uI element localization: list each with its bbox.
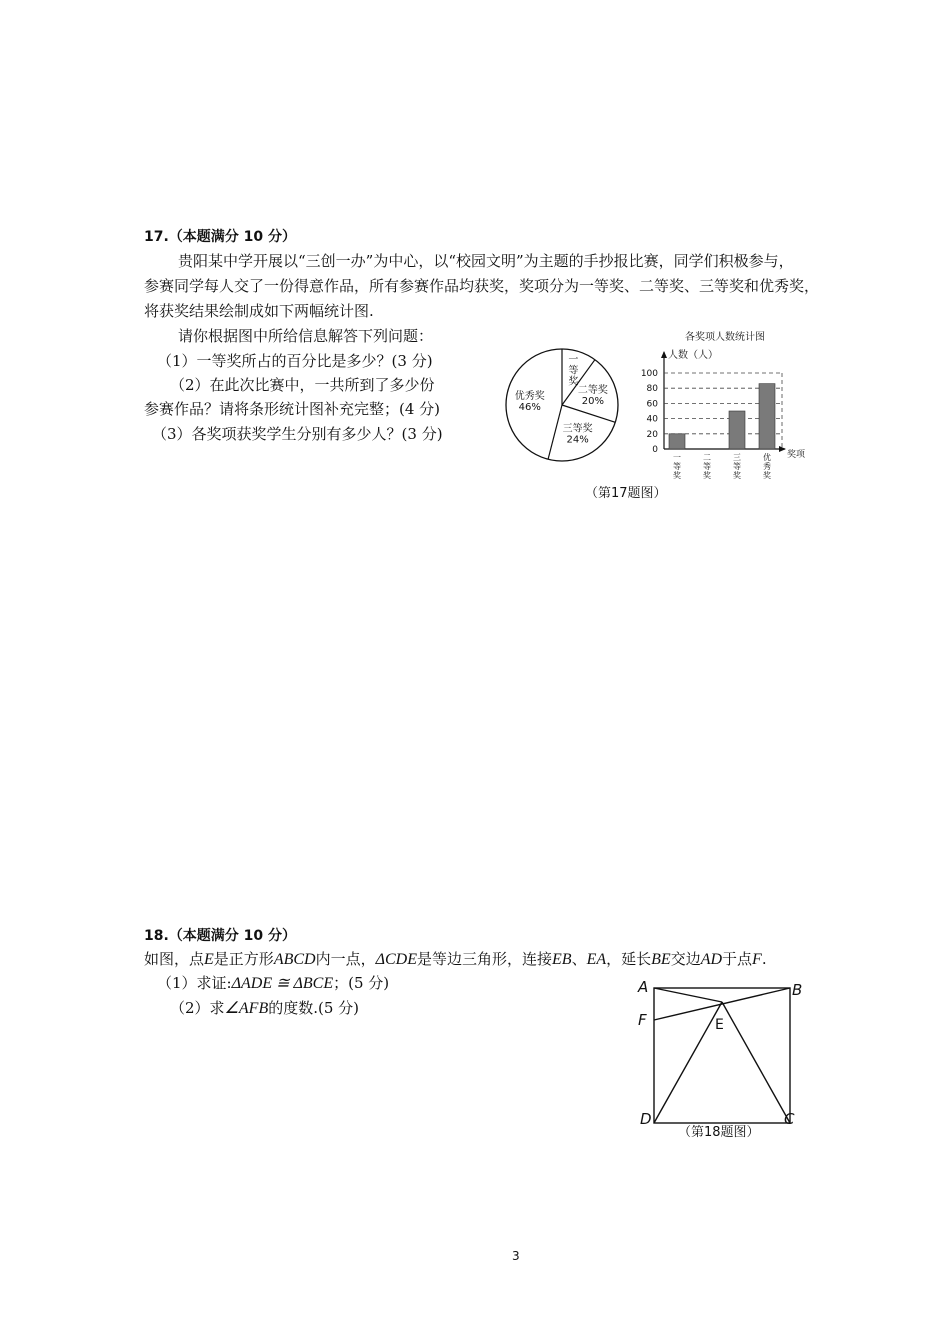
x-tick-label-2-char-1: 二 — [703, 453, 711, 462]
q17-heading: 17.（本题满分 10 分） — [144, 229, 297, 245]
pie-pct-label-4: 46% — [518, 401, 541, 413]
pie-label-1-line-1: 一 — [568, 354, 579, 366]
y-tick-label-0: 0 — [652, 445, 658, 455]
q18-sub1-math: ΔADE ≅ ΔBCE — [231, 975, 334, 992]
q18-var-AD: AD — [700, 951, 723, 968]
q18-var-CDE: ΔCDE — [375, 951, 417, 968]
point-label-D: D — [640, 1110, 652, 1128]
point-label-B: B — [792, 981, 803, 999]
x-tick-label-1-char-1: 一 — [673, 453, 681, 462]
q18-text-h: 于点 — [722, 950, 753, 968]
y-tick-label-40: 40 — [646, 414, 658, 425]
q17-paragraph-line-3: 将获奖结果绘制成如下两幅统计图. — [144, 302, 374, 320]
bar-3 — [729, 411, 745, 449]
pie-label-3-line-1: 三等奖 — [562, 423, 593, 435]
x-axis-arrow — [779, 446, 786, 452]
q18-text-i: . — [761, 950, 767, 968]
q18-sub1-prefix: （1）求证: — [157, 974, 232, 992]
q17-prompt: 请你根据图中所给信息解答下列问题： — [178, 327, 434, 345]
point-label-A: A — [638, 978, 649, 996]
pie-label-4-line-1: 优秀奖 — [514, 390, 545, 402]
square-ABCD — [654, 988, 790, 1123]
q17-figure-caption: （第17题图） — [585, 486, 667, 501]
bar-4 — [759, 384, 775, 449]
y-tick-label-60: 60 — [646, 399, 658, 410]
q18-text-e: 、 — [571, 950, 587, 968]
x-tick-label-1-char-3: 奖 — [673, 471, 681, 480]
x-tick-label-4-char-2: 秀 — [763, 462, 771, 471]
segment-AE — [654, 988, 722, 1002]
q17-subquestion-2-line-2: 参赛作品？请将条形统计图补充完整；(4 分) — [144, 400, 441, 418]
bar-chart-ylabel: 人数（人） — [668, 350, 718, 361]
q18-text-f: ，延长 — [606, 950, 652, 968]
q17-subquestion-3: （3）各奖项获奖学生分别有多少人？(3 分) — [152, 425, 443, 443]
x-tick-label-2-char-2: 等 — [703, 462, 711, 471]
q18-subquestion-1 — [157, 972, 389, 995]
bar-chart-xlabel: 奖项 — [787, 450, 806, 460]
x-tick-label-3-char-3: 奖 — [733, 471, 741, 480]
q18-var-F: F — [752, 951, 762, 968]
q18-text-g: 交边 — [670, 950, 701, 968]
q18-var-EA: EA — [586, 951, 607, 968]
q18-heading: 18.（本题满分 10 分） — [144, 928, 297, 944]
point-label-F: F — [638, 1011, 647, 1029]
q17-subquestion-2-line-1: （2）在此次比赛中，一共所到了多少份 — [170, 376, 435, 394]
pie-chart — [500, 345, 625, 470]
point-label-E: E — [715, 1017, 724, 1033]
q17-paragraph-line-1: 贵阳某中学开展以“三创一办”为中心，以“校园文明”为主题的手抄报比赛，同学们积极参与， — [178, 252, 794, 270]
pie-label-1-line-2: 等 — [568, 365, 579, 377]
q18-sub2-math: ∠AFB — [224, 1000, 269, 1017]
q18-text-d: 是等边三角形，连接 — [417, 950, 553, 968]
q18-subquestion-2 — [170, 997, 359, 1020]
q18-sub2-prefix: （2）求 — [170, 999, 225, 1017]
x-tick-label-1-char-2: 等 — [673, 462, 681, 471]
pie-pct-label-3: 24% — [566, 434, 589, 446]
page-number: 3 — [512, 1249, 520, 1263]
q18-var-ABCD: ABCD — [273, 951, 316, 968]
q18-text-a: 如图，点 — [144, 950, 205, 968]
x-tick-label-3-char-2: 等 — [733, 462, 741, 471]
x-tick-label-4-char-3: 奖 — [763, 471, 771, 480]
y-tick-label-20: 20 — [646, 429, 658, 440]
pie-pct-label-2: 20% — [581, 395, 605, 407]
segment-CE — [722, 1002, 790, 1123]
x-tick-label-4-char-1: 优 — [763, 453, 771, 462]
q18-geometry-figure — [630, 975, 810, 1145]
q18-var-E: E — [204, 951, 214, 968]
y-axis-arrow — [661, 351, 667, 358]
q18-sub1-suffix: ；(5 分) — [333, 974, 390, 992]
pie-label-1-line-3: 奖 — [568, 376, 579, 388]
q18-var-EB: EB — [552, 951, 572, 968]
y-tick-label-80: 80 — [646, 384, 658, 395]
segment-DE — [654, 1002, 722, 1123]
q18-statement — [144, 948, 767, 971]
bar-1 — [669, 434, 685, 449]
q18-sub2-suffix: 的度数.(5 分) — [268, 999, 360, 1017]
bar-chart — [630, 325, 810, 485]
pie-label-2-line-1: 二等奖 — [577, 384, 608, 396]
point-label-C: C — [784, 1110, 795, 1128]
x-tick-label-3-char-1: 三 — [733, 453, 741, 462]
bar-chart-title: 各奖项人数统计图 — [685, 332, 765, 343]
q17-subquestion-1: （1）一等奖所占的百分比是多少？(3 分) — [157, 352, 433, 370]
q18-text-c: 内一点， — [315, 950, 376, 968]
x-tick-label-2-char-3: 奖 — [703, 471, 711, 480]
y-tick-label-100: 100 — [640, 369, 658, 379]
q18-figure-caption: （第18题图） — [678, 1125, 760, 1140]
q17-paragraph-line-2: 参赛同学每人交了一份得意作品，所有参赛作品均获奖，奖项分为一等奖、二等奖、三等奖和优秀奖， — [144, 277, 820, 295]
q18-text-b: 是正方形 — [213, 950, 274, 968]
q18-var-BE: BE — [651, 951, 671, 968]
